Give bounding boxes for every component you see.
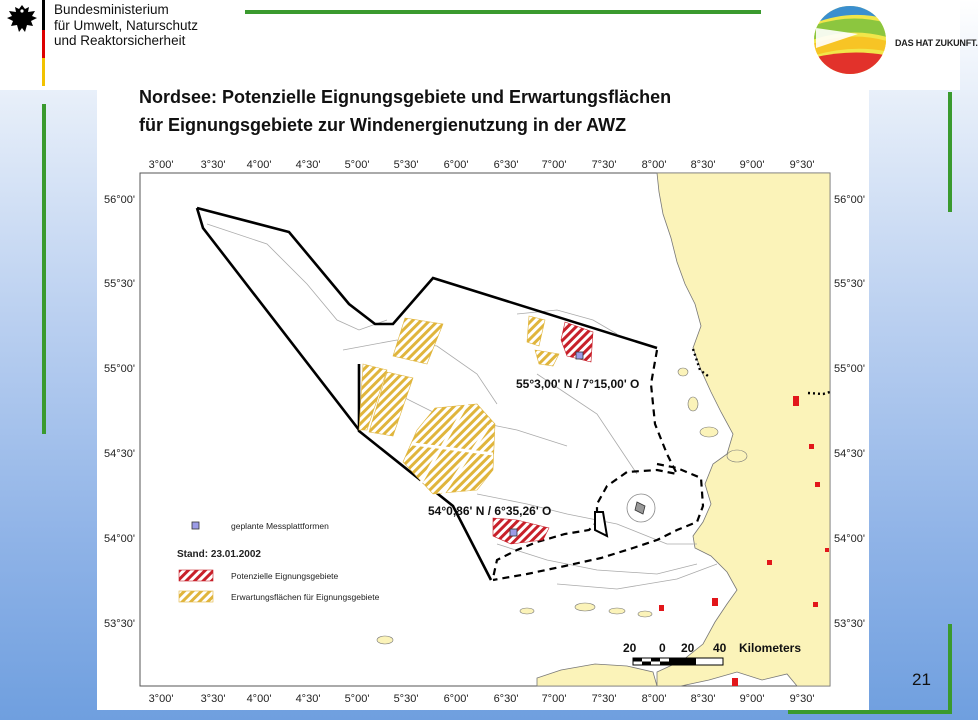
lat-label: 55°30' (834, 278, 865, 290)
lon-label: 7°00' (541, 693, 567, 705)
longitude-labels-bottom (149, 693, 815, 705)
lat-label: 56°00' (104, 194, 135, 206)
legend-potential-label: Potenzielle Eignungsgebiete (231, 571, 339, 581)
lon-label: 5°00' (344, 693, 370, 705)
lon-label: 7°30' (591, 693, 617, 705)
legend-potential-swatch (179, 570, 213, 581)
legend-platforms-label: geplante Messplattformen (231, 521, 329, 531)
lat-label: 53°30' (834, 618, 865, 630)
page-number: 21 (912, 670, 931, 689)
lon-label: 3°30' (200, 159, 226, 171)
lat-label: 54°30' (834, 448, 865, 460)
lon-label: 9°00' (739, 159, 765, 171)
platform-marker-south (510, 529, 517, 536)
scale-tick-20b: 20 (681, 641, 695, 655)
lon-label: 5°00' (344, 159, 370, 171)
green-frame-right-top (948, 92, 952, 212)
coord-label-north: 55°3,00' N / 7°15,00' O (516, 377, 640, 391)
lon-label: 7°00' (541, 159, 567, 171)
latitude-labels-right (834, 194, 865, 630)
legend-stand-label: Stand: 23.01.2002 (177, 549, 261, 560)
lon-label: 6°00' (443, 159, 469, 171)
lon-label: 4°00' (246, 693, 272, 705)
lon-label: 4°00' (246, 159, 272, 171)
latitude-labels-left (104, 194, 135, 630)
lon-label: 8°30' (690, 693, 716, 705)
lat-label: 55°00' (104, 363, 135, 375)
lon-label: 3°30' (200, 693, 226, 705)
legend-platform-swatch (192, 522, 199, 529)
lon-label: 9°00' (739, 693, 765, 705)
lon-label: 8°30' (690, 159, 716, 171)
green-frame-bottom (788, 710, 952, 714)
north-sea-map (97, 74, 869, 710)
platform-marker-north (576, 352, 583, 359)
coord-label-south: 54°0,86' N / 6°35,26' O (428, 504, 552, 518)
ministry-line-1: Bundesministerium (54, 2, 169, 17)
map-figure (97, 74, 869, 710)
scale-tick-40: 40 (713, 641, 727, 655)
ministry-name (54, 2, 198, 49)
lon-label: 3°00' (148, 693, 174, 705)
lon-label: 8°00' (641, 693, 667, 705)
scale-unit: Kilometers (739, 641, 802, 655)
lon-label: 8°00' (641, 159, 667, 171)
ministry-line-3: und Reaktorsicherheit (54, 33, 186, 48)
longitude-labels-top (149, 159, 815, 171)
green-frame-left (42, 104, 46, 434)
map-title-line-1: Nordsee: Potenzielle Eignungsgebiete und Erwartungsflächen (139, 87, 672, 107)
lon-label: 5°30' (393, 159, 419, 171)
german-flag-bar (42, 0, 45, 86)
lat-label: 54°00' (104, 533, 135, 545)
lat-label: 55°30' (104, 278, 135, 290)
ministry-line-2: für Umwelt, Naturschutz (54, 17, 199, 33)
lon-label: 9°30' (789, 159, 815, 171)
zukunft-logo-icon (812, 4, 890, 76)
map-title-line-2: für Eignungsgebiete zur Windenergienutzung in der AWZ (139, 115, 627, 135)
lon-label: 7°30' (591, 159, 617, 171)
lon-label: 6°30' (493, 693, 519, 705)
green-frame-right-bottom (948, 624, 952, 714)
legend-expected-swatch (179, 591, 213, 602)
scale-tick-20a: 20 (623, 641, 637, 655)
lon-label: 4°30' (295, 159, 321, 171)
lon-label: 6°00' (443, 693, 469, 705)
green-top-line (245, 10, 761, 14)
lon-label: 9°30' (789, 693, 815, 705)
scale-tick-0: 0 (659, 641, 666, 655)
lat-label: 55°00' (834, 363, 865, 375)
lon-label: 4°30' (295, 693, 321, 705)
lat-label: 54°30' (104, 448, 135, 460)
lon-label: 6°30' (493, 159, 519, 171)
lat-label: 53°30' (104, 618, 135, 630)
lon-label: 5°30' (393, 693, 419, 705)
lat-label: 56°00' (834, 194, 865, 206)
legend-expected-label: Erwartungsflächen für Eignungsgebiete (231, 592, 380, 602)
lat-label: 54°00' (834, 533, 865, 545)
federal-eagle-icon (5, 2, 39, 36)
slogan-text: DAS HAT ZUKUNFT. (895, 38, 978, 48)
lon-label: 3°00' (148, 159, 174, 171)
